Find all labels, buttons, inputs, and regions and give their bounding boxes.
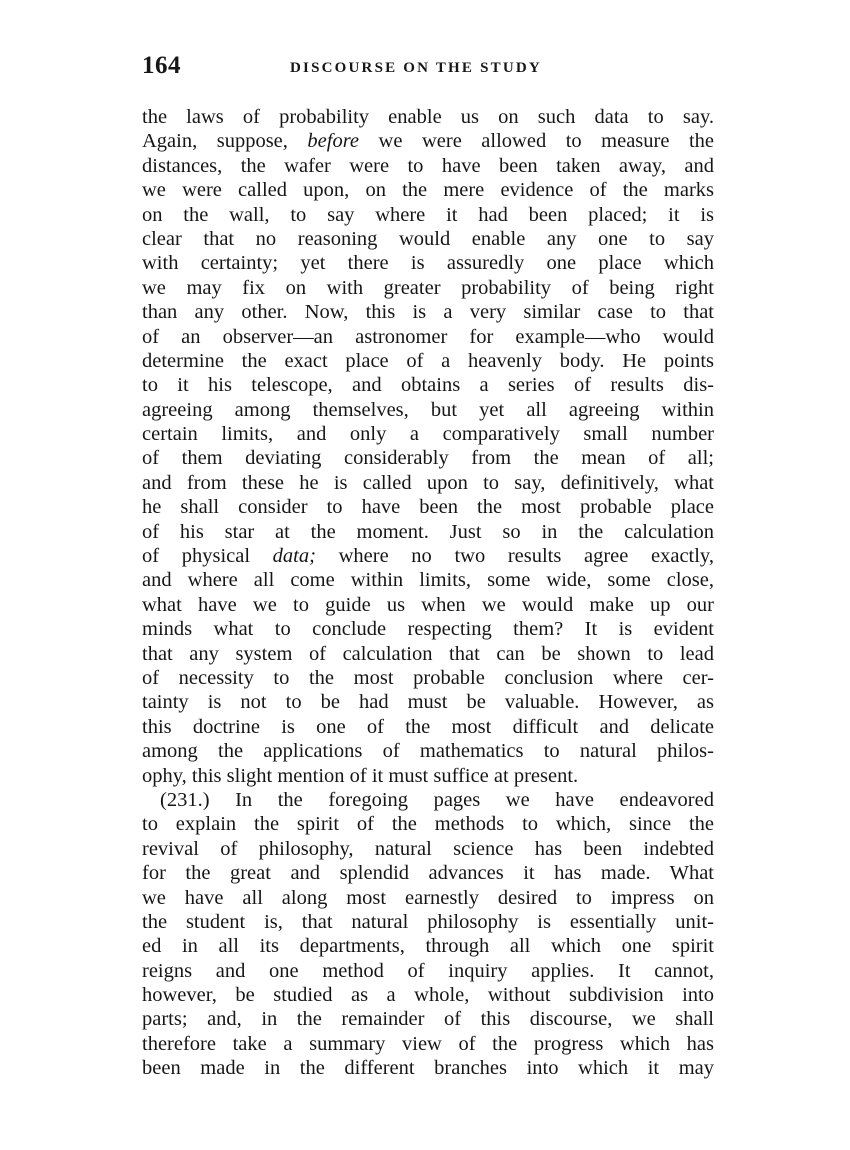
italic-word: data; [272, 545, 316, 568]
text-line: the laws of probability enable us on such data to say. [142, 106, 714, 128]
text-line: and from these he is called upon to say, definitively, what [142, 471, 714, 494]
section-231-start: (231.) In the foregoing pages we have endeavored [160, 788, 714, 811]
text-line: ed in all its departments, through all which one spirit [142, 935, 714, 958]
text-line: that any system of calculation that can be shown to lead [142, 642, 714, 665]
text-line: minds what to conclude respecting them? It is evident [142, 618, 714, 641]
text-line: what have we to guide us when we would make up our [142, 593, 714, 616]
text-line: Again, suppose, before we were allowed to measure the [142, 130, 714, 153]
text-line: reigns and one method of inquiry applies. It cannot, [142, 959, 714, 982]
text-line: been made in the different branches into which it may [142, 1057, 714, 1080]
text-line: with certainty; yet there is assuredly one place which [142, 252, 714, 275]
text-line: to explain the spirit of the methods to which, since the [142, 813, 714, 836]
text-line: and where all come within limits, some wide, some close, [142, 569, 714, 592]
text-line: to it his telescope, and obtains a series of results dis- [142, 374, 714, 397]
text-line: on the wall, to say where it had been placed; it is [142, 203, 714, 226]
text-line: clear that no reasoning would enable any one to say [142, 227, 714, 250]
text-line: determine the exact place of a heavenly body. He points [142, 349, 714, 372]
text-line: this doctrine is one of the most difficult and delicate [142, 715, 714, 738]
italic-word: before [307, 130, 360, 153]
text-line: we were called upon, on the mere evidence of the marks [142, 179, 714, 202]
text-line: among the applications of mathematics to natural philos- [142, 740, 714, 763]
body-text [142, 105, 714, 1081]
text-line: of physical data; where no two results agree exactly, [142, 545, 714, 568]
text-line: of an observer—an astronomer for example—who would [142, 325, 714, 348]
text-line: he shall consider to have been the most probable place [142, 496, 714, 519]
text-line: of his star at the moment. Just so in the calculation [142, 520, 714, 543]
text-line: than any other. Now, this is a very similar case to that [142, 301, 714, 324]
text-line: for the great and splendid advances it has made. What [142, 862, 714, 885]
text-line: revival of philosophy, natural science has been indebted [142, 837, 714, 860]
page-number: 164 [142, 52, 181, 79]
text-line: however, be studied as a whole, without subdivision into [142, 984, 714, 1007]
running-title: DISCOURSE ON THE STUDY [290, 60, 542, 76]
text-line: of them deviating considerably from the mean of all; [142, 447, 714, 470]
text-line: ophy, this slight mention of it must suffice at present. [142, 764, 579, 787]
text-line: we have all along most earnestly desired to impress on [142, 886, 714, 909]
text-line: therefore take a summary view of the progress which has [142, 1032, 714, 1055]
text-line: parts; and, in the remainder of this discourse, we shall [142, 1008, 714, 1031]
text-line: the student is, that natural philosophy is essentially unit- [142, 910, 714, 933]
running-head [142, 52, 714, 92]
text-line: certain limits, and only a comparatively small number [142, 423, 714, 446]
text-line: agreeing among themselves, but yet all agreeing within [142, 398, 714, 421]
text-line: tainty is not to be had must be valuable. However, as [142, 691, 714, 714]
text-line: distances, the wafer were to have been taken away, and [142, 154, 714, 177]
text-line: of necessity to the most probable conclusion where cer- [142, 666, 714, 689]
text-line: we may fix on with greater probability of being right [142, 276, 714, 299]
